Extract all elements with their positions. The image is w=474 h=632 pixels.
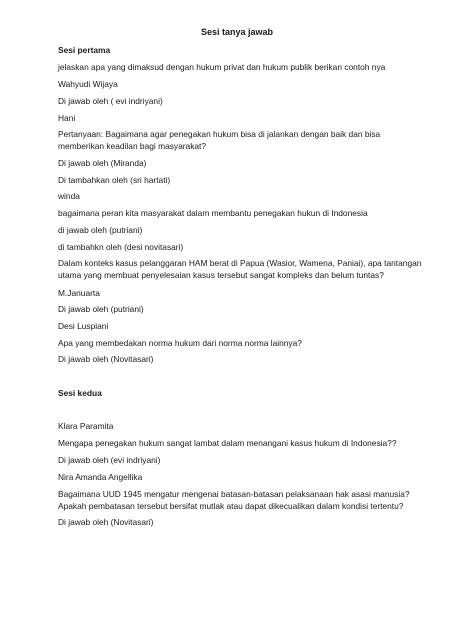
- added-by: Di tambahkan oleh (sri hartati): [58, 175, 171, 185]
- section-heading-sesi-kedua: Sesi kedua: [58, 388, 102, 398]
- asker-name: Klara Paramita: [58, 421, 114, 431]
- answered-by: Di jawab oleh (putriani): [58, 304, 144, 314]
- answered-by: Di jawab oleh (Novitasari): [58, 517, 154, 527]
- answered-by: Di jawab oleh (Miranda): [58, 158, 147, 168]
- answered-by: di jawab oleh (putriani): [58, 225, 143, 235]
- asker-name: Hani: [58, 113, 76, 123]
- answered-by: Di jawab oleh ( evi indriyani): [58, 96, 163, 106]
- question-text: Mengapa penegakan hukum sangat lambat dalam menangani kasus hukum di Indonesia??: [58, 438, 397, 448]
- question-text: Dalam konteks kasus pelanggaran HAM berat di Papua (Wasior, Wamena, Paniai), apa tantangan utama yang membuat penyelesaian kasus tersebut sangat kompleks dan belum tuntas?: [58, 258, 422, 280]
- section-heading-sesi-pertama: Sesi pertama: [58, 45, 111, 55]
- question-text: Apa yang membedakan norma hukum dari norma norma lainnya?: [58, 338, 302, 348]
- asker-name: Desi Luspiani: [58, 321, 109, 331]
- question-text: Bagaimana UUD 1945 mengatur mengenai batasan-batasan pelaksanaan hak asasi manusia? Apakah pembatasan tersebut bersifat mutlak atau dapat dikecualikan dalam kondisi tertentu?: [58, 489, 410, 511]
- asker-name: Nira Amanda Angellika: [58, 472, 143, 482]
- added-by: di tambahkn oleh (desi novitasari): [58, 242, 184, 252]
- question-text: jelaskan apa yang dimaksud dengan hukum privat dan hukum publik berikan contoh nya: [58, 62, 386, 72]
- answered-by: Di jawab oleh (evi indriyani): [58, 455, 161, 465]
- question-text: bagaimana peran kita masyarakat dalam membantu penegakan hukun di Indonesia: [58, 208, 368, 218]
- asker-name: Wahyudi Wijaya: [58, 79, 118, 89]
- asker-name: M.Januarta: [58, 288, 100, 298]
- document-title: Sesi tanya jawab: [200, 27, 274, 37]
- asker-name: winda: [58, 191, 80, 201]
- answered-by: Di jawab oleh (Novitasari): [58, 354, 154, 364]
- question-text: Pertanyaan: Bagaimana agar penegakan hukum bisa di jalankan dengan baik dan bisa memberikan keadilan bagi masyarakat?: [58, 129, 381, 151]
